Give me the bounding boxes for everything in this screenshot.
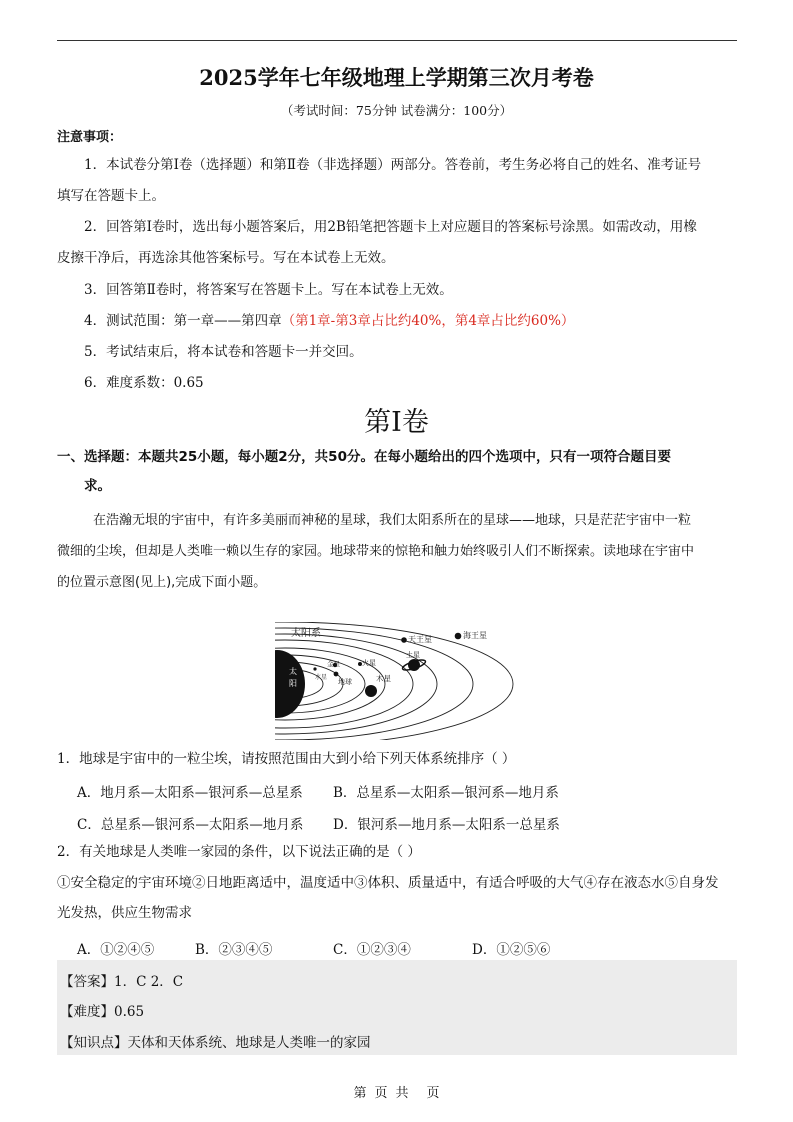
jupiter-icon: [365, 685, 377, 697]
question-1-option-c[interactable]: C．总星系—银河系—太阳系—地月系: [77, 817, 304, 833]
earth-icon: [334, 672, 339, 677]
notice-heading: 注意事项：: [57, 130, 123, 145]
answer-line: 【答案】1．C 2．C: [60, 974, 184, 990]
page-footer: 第 页 共 页: [353, 1086, 440, 1101]
mercury-icon: [313, 667, 316, 670]
sun-label-1: 太: [289, 667, 297, 676]
uranus-label: 天王星: [408, 635, 432, 644]
difficulty-line: 【难度】0.65: [60, 1004, 145, 1020]
solar-system-diagram: [275, 622, 525, 740]
question-2-stem: 2．有关地球是人类唯一家园的条件，以下说法正确的是（ ）: [57, 844, 421, 860]
neptune-icon: [455, 633, 462, 640]
mars-label: 火星: [362, 659, 376, 667]
question-1-stem: 1．地球是宇宙中的一粒尘埃，请按照范围由大到小给下列天体系统排序（ ）: [57, 751, 516, 767]
scope-ratio-note: （第1章-第3章占比约40%，第4章占比约60%）: [281, 313, 575, 329]
page-title: 2025学年七年级地理上学期第三次月考卷: [199, 65, 594, 90]
notice-item-5: 5．考试结束后，将本试卷和答题卡一并交回。: [84, 344, 363, 360]
earth-label: 地球: [338, 678, 352, 686]
exam-info: （考试时间：75分钟 试卷满分：100分）: [280, 103, 513, 118]
notice-item-3: 3．回答第Ⅱ卷时，将答案写在答题卡上。写在本试卷上无效。: [84, 282, 453, 298]
mercury-label: 水星: [315, 674, 328, 681]
reading-passage: 在浩瀚无垠的宇宙中，有许多美丽而神秘的星球，我们太阳系所在的星球——地球，只是茫茫宇宙中一粒 微细的尘埃，但却是人类唯一赖以生存的家园。地球带来的惊艳和触力始终吸引人们不断探索。读地球在宇宙中 的位置示意图(见上),完成下面小题。: [57, 513, 695, 590]
neptune-label: 海王星: [463, 631, 487, 640]
section-heading: 一、选择题：本题共25小题，每小题2分，共50分。在每小题给出的四个选项中，只有一项符合题目要 求。: [57, 449, 671, 494]
sun-label-2: 阳: [289, 679, 297, 688]
question-2-option-d[interactable]: D．①②⑤⑥: [472, 942, 551, 958]
question-2-option-b[interactable]: B．②③④⑤: [195, 942, 273, 958]
notice-item-4: 4．测试范围：第一章——第四章（第1章-第3章占比约40%，第4章占比约60%）: [84, 313, 575, 329]
solar-system-label: 太阳系: [291, 628, 321, 639]
question-2-option-a[interactable]: A．①②④⑤: [77, 942, 155, 958]
venus-label: 金星: [327, 660, 340, 668]
section-title: 第Ⅰ卷: [364, 407, 429, 438]
question-1-option-d[interactable]: D．银河系—地月系—太阳系一总星系: [333, 817, 560, 833]
notice-item-6: 6．难度系数：0.65: [84, 375, 204, 391]
uranus-icon: [401, 637, 407, 643]
question-1-option-a[interactable]: A．地月系—太阳系—银河系—总星系: [77, 785, 303, 801]
notice-item-2: 2．回答第Ⅰ卷时，选出每小题答案后，用2B铅笔把答题卡上对应题目的答案标号涂黑。如需改动，用橡 皮擦干净后，再选涂其他答案标号。写在本试卷上无效。: [57, 219, 697, 266]
knowledge-line: 【知识点】天体和天体系统、地球是人类唯一的家园: [60, 1035, 371, 1051]
question-2-option-c[interactable]: C．①②③④: [333, 942, 411, 958]
saturn-label: 土星: [406, 651, 420, 659]
header-rule: [57, 40, 737, 41]
question-1-option-b[interactable]: B．总星系—太阳系—银河系—地月系: [333, 785, 559, 801]
notice-item-1: 1．本试卷分第Ⅰ卷（选择题）和第Ⅱ卷（非选择题）两部分。答卷前，考生务必将自己的姓名、准考证号 填写在答题卡上。: [57, 157, 702, 204]
jupiter-label: 木星: [376, 674, 391, 683]
question-2-statements: ①安全稳定的宇宙环境②日地距离适中，温度适中③体积、质量适中，有适合呼吸的大气④存在液态水⑤自身发 光发热，供应生物需求: [57, 875, 719, 921]
